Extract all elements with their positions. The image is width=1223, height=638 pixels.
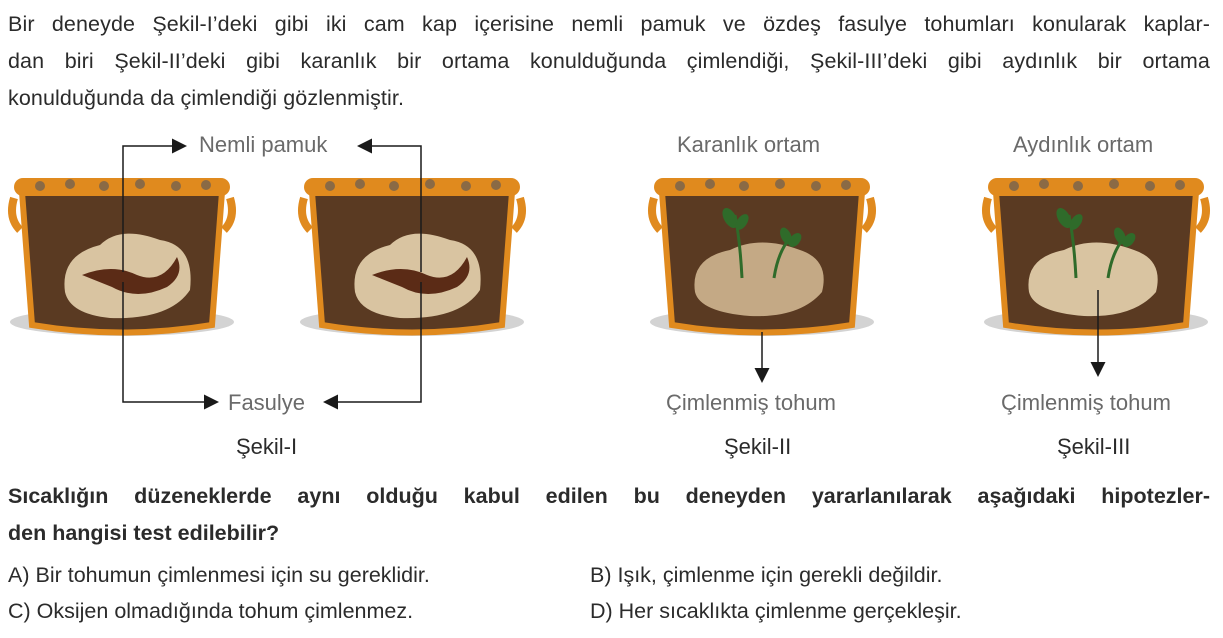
option-a[interactable]: A) Bir tohumun çimlenmesi için su gereklidir. (8, 563, 430, 587)
question-text (8, 478, 1210, 552)
label-nemli-pamuk: Nemli pamuk (199, 132, 328, 157)
option-b[interactable]: B) Işık, çimlenme için gerekli değildir. (590, 563, 943, 587)
question-line-1: Sıcaklığın düzeneklerde aynı olduğu kabul edilen bu deneyden yararlanılarak aşağıdaki hipotezler- (8, 484, 1210, 508)
pot-1 (10, 178, 234, 336)
option-c[interactable]: C) Oksijen olmadığında tohum çimlenmez. (8, 599, 414, 623)
label-fasulye: Fasulye (228, 390, 306, 415)
intro-paragraph (8, 6, 1210, 117)
caption-sekil-2: Şekil-II (724, 434, 792, 459)
label-cimlenmis-tohum-3: Çimlenmiş tohum (1001, 390, 1171, 415)
intro-line-1: Bir deneyde Şekil-I’deki gibi iki cam kap içerisine nemli pamuk ve özdeş fasulye tohumları konularak kaplar- (8, 12, 1210, 36)
experiment-figure (0, 120, 1223, 470)
connector-lines (123, 146, 1098, 402)
option-d[interactable]: D) Her sıcaklıkta çimlenme gerçekleşir. (590, 599, 962, 623)
caption-sekil-3: Şekil-III (1057, 434, 1131, 459)
pot-2 (300, 178, 524, 336)
caption-sekil-1: Şekil-I (236, 434, 298, 459)
question-line-2: den hangisi test edilebilir? (8, 521, 280, 545)
pot-3 (650, 178, 874, 336)
label-cimlenmis-tohum-2: Çimlenmiş tohum (666, 390, 836, 415)
pot-4 (984, 178, 1208, 336)
intro-line-2: dan biri Şekil-II’deki gibi karanlık bir ortama konulduğunda çimlendiği, Şekil-III’deki gibi aydınlık bir ortama (8, 49, 1210, 73)
label-aydinlik-ortam: Aydınlık ortam (1013, 132, 1154, 157)
intro-line-3: konulduğunda da çimlendiği gözlenmiştir. (8, 86, 405, 110)
label-karanlik-ortam: Karanlık ortam (677, 132, 821, 157)
